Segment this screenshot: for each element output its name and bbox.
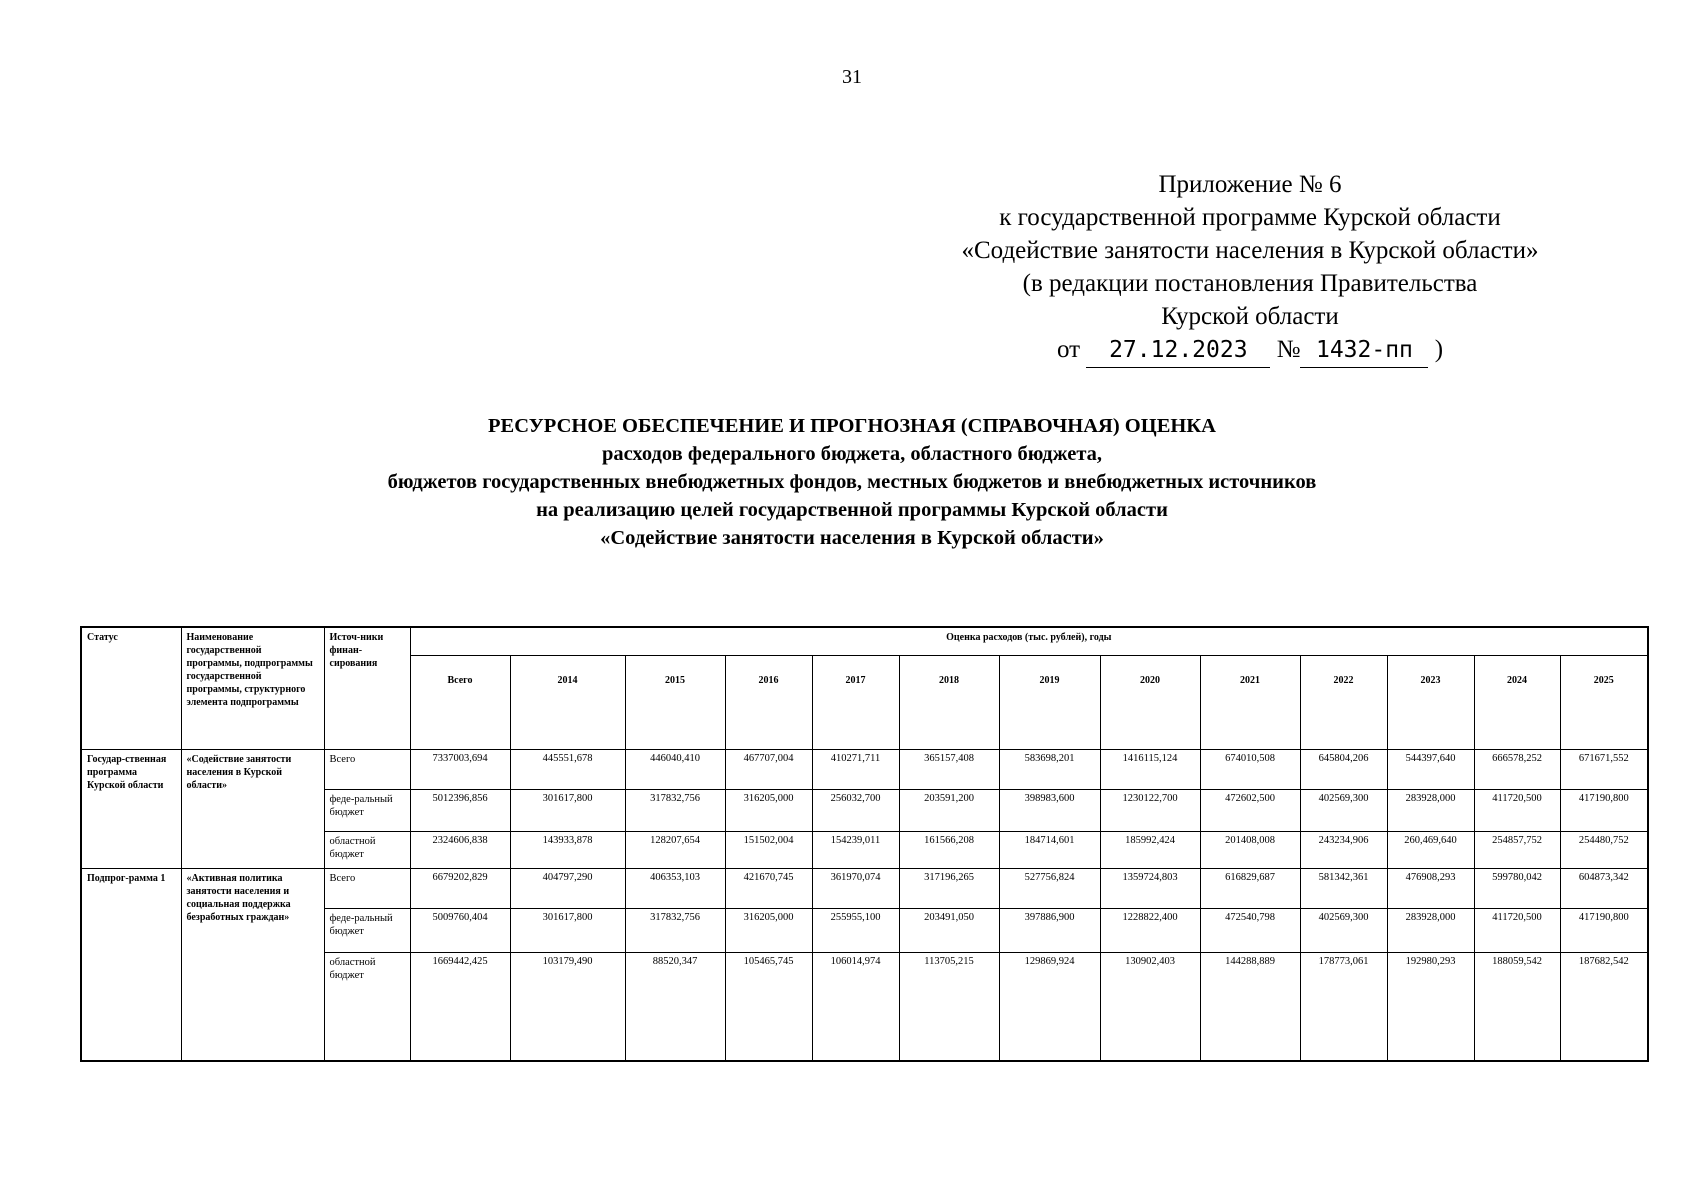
appendix-line-1: Приложение № 6 [1158,171,1342,198]
value-cell: 398983,600 [999,789,1100,831]
closing-paren: ) [1434,336,1444,363]
header-year-2018: 2018 [899,655,999,749]
value-cell: 527756,824 [999,869,1100,909]
value-cell: 417190,800 [1560,909,1648,952]
program-name-cell: «Активная политика занятости населения и социальная поддержка безработных граждан» [181,869,324,1061]
value-cell: 476908,293 [1387,869,1474,909]
value-cell: 5009760,404 [410,909,510,952]
appendix-line-5: Курской области [1161,303,1339,330]
value-cell: 113705,215 [899,952,999,1061]
source-cell: феде-ральный бюджет [324,909,410,952]
table-row [81,749,1648,789]
page-number: 31 [842,66,862,88]
source-cell: феде-ральный бюджет [324,789,410,831]
value-cell: 283928,000 [1387,789,1474,831]
header-estimate: Оценка расходов (тыс. рублей), годы [410,627,1648,655]
value-cell: 402569,300 [1300,909,1387,952]
value-cell: 161566,208 [899,832,999,869]
value-cell: 103179,490 [510,952,625,1061]
value-cell: 445551,678 [510,749,625,789]
value-cell: 406353,103 [625,869,725,909]
value-cell: 243234,906 [1300,832,1387,869]
header-year-2025: 2025 [1560,655,1648,749]
status-cell: Государ-ственная программа Курской области [81,749,181,869]
value-cell: 106014,974 [812,952,899,1061]
resolution-date: 27.12.2023 [1086,334,1270,368]
value-cell: 467707,004 [725,749,812,789]
value-cell: 1416115,124 [1100,749,1200,789]
value-cell: 411720,500 [1474,909,1560,952]
value-cell: 1230122,700 [1100,789,1200,831]
value-cell: 404797,290 [510,869,625,909]
resolution-number: 1432-пп [1300,334,1428,368]
value-cell: 301617,800 [510,909,625,952]
value-cell: 130902,403 [1100,952,1200,1061]
value-cell: 674010,508 [1200,749,1300,789]
header-status: Статус [81,627,181,749]
value-cell: 260,469,640 [1387,832,1474,869]
value-cell: 254480,752 [1560,832,1648,869]
header-year-2015: 2015 [625,655,725,749]
value-cell: 188059,542 [1474,952,1560,1061]
value-cell: 7337003,694 [410,749,510,789]
value-cell: 187682,542 [1560,952,1648,1061]
value-cell: 397886,900 [999,909,1100,952]
value-cell: 256032,700 [812,789,899,831]
title-line-5: «Содействие занятости населения в Курской области» [600,527,1104,549]
budget-table [80,626,1649,1062]
table-row [81,869,1648,909]
appendix-line-3: «Содействие занятости населения в Курской области» [961,237,1539,264]
value-cell: 254857,752 [1474,832,1560,869]
value-cell: 604873,342 [1560,869,1648,909]
value-cell: 599780,042 [1474,869,1560,909]
source-cell: областной бюджет [324,952,410,1061]
header-year-2017: 2017 [812,655,899,749]
value-cell: 143933,878 [510,832,625,869]
header-sources: Источ-ники финан-сирования [324,627,410,749]
header-year-2023: 2023 [1387,655,1474,749]
value-cell: 6679202,829 [410,869,510,909]
source-cell: Всего [324,749,410,789]
value-cell: 192980,293 [1387,952,1474,1061]
value-cell: 316205,000 [725,909,812,952]
value-cell: 317196,265 [899,869,999,909]
value-cell: 2324606,838 [410,832,510,869]
appendix-line-4: (в редакции постановления Правительства [1022,270,1478,297]
value-cell: 1228822,400 [1100,909,1200,952]
header-year-total: Всего [410,655,510,749]
header-year-2022: 2022 [1300,655,1387,749]
value-cell: 151502,004 [725,832,812,869]
value-cell: 402569,300 [1300,789,1387,831]
value-cell: 178773,061 [1300,952,1387,1061]
appendix-line-2: к государственной программе Курской области [999,204,1501,231]
value-cell: 1359724,803 [1100,869,1200,909]
value-cell: 203491,050 [899,909,999,952]
value-cell: 616829,687 [1200,869,1300,909]
value-cell: 645804,206 [1300,749,1387,789]
title-line-2: расходов федерального бюджета, областного бюджета, [601,443,1103,465]
value-cell: 128207,654 [625,832,725,869]
value-cell: 184714,601 [999,832,1100,869]
value-cell: 671671,552 [1560,749,1648,789]
value-cell: 144288,889 [1200,952,1300,1061]
title-line-3: бюджетов государственных внебюджетных фондов, местных бюджетов и внебюджетных источников [387,471,1317,493]
value-cell: 446040,410 [625,749,725,789]
document-title [0,412,1704,552]
value-cell: 544397,640 [1387,749,1474,789]
value-cell: 201408,008 [1200,832,1300,869]
value-cell: 5012396,856 [410,789,510,831]
value-cell: 417190,800 [1560,789,1648,831]
value-cell: 255955,100 [812,909,899,952]
status-cell: Подпрог-рамма 1 [81,869,181,1061]
value-cell: 317832,756 [625,909,725,952]
value-cell: 105465,745 [725,952,812,1061]
value-cell: 583698,201 [999,749,1100,789]
header-year-2014: 2014 [510,655,625,749]
number-label: № [1276,336,1301,363]
value-cell: 316205,000 [725,789,812,831]
value-cell: 411720,500 [1474,789,1560,831]
value-cell: 185992,424 [1100,832,1200,869]
value-cell: 410271,711 [812,749,899,789]
header-year-2016: 2016 [725,655,812,749]
value-cell: 154239,011 [812,832,899,869]
value-cell: 472602,500 [1200,789,1300,831]
title-line-1: РЕСУРСНОЕ ОБЕСПЕЧЕНИЕ И ПРОГНОЗНАЯ (СПРАВОЧНАЯ) ОЦЕНКА [488,415,1216,437]
program-name-cell: «Содействие занятости населения в Курской области» [181,749,324,869]
source-cell: Всего [324,869,410,909]
from-label: от [1056,336,1081,363]
header-year-2024: 2024 [1474,655,1560,749]
title-line-4: на реализацию целей государственной программы Курской области [536,499,1168,521]
value-cell: 472540,798 [1200,909,1300,952]
value-cell: 581342,361 [1300,869,1387,909]
source-cell: областной бюджет [324,832,410,869]
value-cell: 1669442,425 [410,952,510,1061]
appendix-date-line [1057,333,1443,368]
value-cell: 361970,074 [812,869,899,909]
value-cell: 129869,924 [999,952,1100,1061]
value-cell: 203591,200 [899,789,999,831]
value-cell: 666578,252 [1474,749,1560,789]
header-name: Наименование государственной программы, подпрограммы государственной программы, структурного элемента подпрограммы [181,627,324,749]
value-cell: 365157,408 [899,749,999,789]
value-cell: 283928,000 [1387,909,1474,952]
header-year-2019: 2019 [999,655,1100,749]
value-cell: 317832,756 [625,789,725,831]
value-cell: 88520,347 [625,952,725,1061]
header-year-2020: 2020 [1100,655,1200,749]
value-cell: 421670,745 [725,869,812,909]
appendix-header [880,168,1620,368]
header-year-2021: 2021 [1200,655,1300,749]
value-cell: 301617,800 [510,789,625,831]
